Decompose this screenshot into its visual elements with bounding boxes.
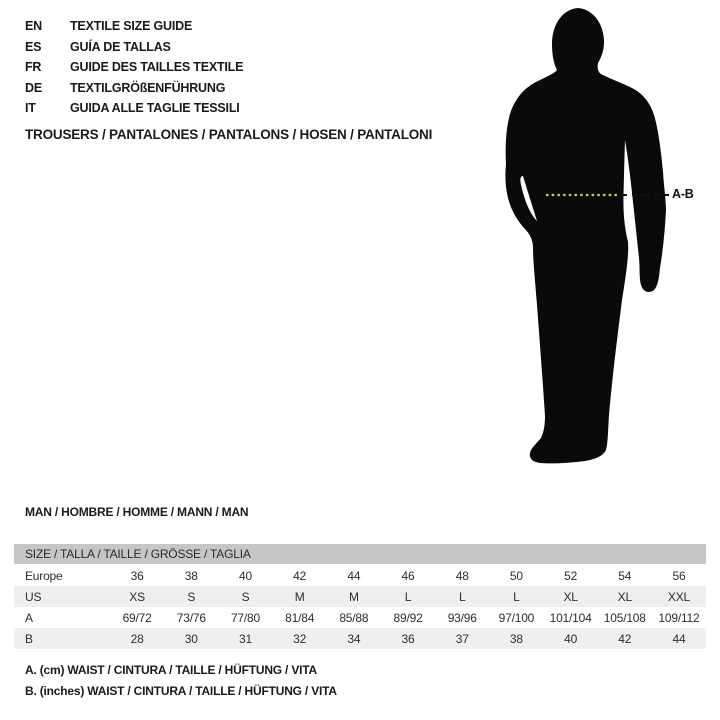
language-title: TEXTILGRÖßENFÜHRUNG (70, 80, 226, 95)
table-cell: 32 (293, 631, 307, 646)
table-cell: L (458, 589, 466, 604)
language-row (25, 78, 243, 99)
table-cell: 40 (238, 568, 252, 583)
table-cell: 36 (401, 631, 415, 646)
language-title: GUÍA DE TALLAS (70, 39, 171, 54)
table-cell: L (404, 589, 412, 604)
table-cell: 50 (509, 568, 523, 583)
table-cell: 73/76 (176, 610, 206, 625)
table-cell: 105/108 (603, 610, 646, 625)
table-cell: S (241, 589, 250, 604)
language-title: GUIDA ALLE TAGLIE TESSILI (70, 101, 240, 116)
language-title: GUIDE DES TAILLES TEXTILE (70, 60, 244, 75)
table-cell: 38 (509, 631, 523, 646)
table-cell: 38 (184, 568, 198, 583)
table-cell: S (187, 589, 196, 604)
size-table-header: SIZE / TALLA / TAILLE / GRÖSSE / TAGLIA (14, 544, 706, 564)
table-cell: 48 (455, 568, 469, 583)
table-cell: 85/88 (339, 610, 369, 625)
language-code: EN (25, 19, 42, 34)
table-cell: 28 (130, 631, 144, 646)
table-cell: XL (563, 589, 578, 604)
product-title: TROUSERS / PANTALONES / PANTALONS / HOSEN / PANTALONI (25, 127, 433, 142)
table-row (14, 628, 706, 649)
table-row (14, 607, 706, 628)
table-cell: L (513, 589, 520, 604)
row-label: US (25, 589, 42, 604)
table-cell: 54 (618, 568, 632, 583)
table-cell: 56 (672, 568, 686, 583)
table-cell: 81/84 (285, 610, 315, 625)
language-row (25, 37, 243, 58)
man-figure (460, 0, 720, 500)
table-cell: 44 (347, 568, 361, 583)
footnote-line: A. (cm) WAIST / CINTURA / TAILLE / HÜFTUNG / VITA (25, 663, 317, 677)
table-cell: 31 (238, 631, 252, 646)
table-cell: 44 (672, 631, 686, 646)
table-cell: 69/72 (122, 610, 152, 625)
language-code: FR (25, 60, 42, 75)
table-cell: 34 (347, 631, 361, 646)
man-silhouette-svg (460, 0, 720, 500)
table-cell: 93/96 (447, 610, 477, 625)
language-row (25, 98, 243, 119)
language-row (25, 57, 243, 78)
table-cell: 89/92 (393, 610, 423, 625)
table-cell: M (294, 589, 305, 604)
table-cell: 46 (401, 568, 415, 583)
language-code: DE (25, 80, 42, 95)
language-code: ES (25, 39, 42, 54)
table-cell: XXL (667, 589, 691, 604)
table-cell: 101/104 (549, 610, 592, 625)
table-cell: 30 (184, 631, 198, 646)
table-cell: 42 (618, 631, 632, 646)
table-row (14, 586, 706, 607)
size-table (14, 544, 706, 649)
language-title: TEXTILE SIZE GUIDE (70, 19, 193, 34)
section-title: MAN / HOMBRE / HOMME / MANN / MAN (25, 505, 249, 519)
man-silhouette (505, 8, 666, 463)
table-cell: 52 (564, 568, 578, 583)
language-row (25, 16, 243, 37)
table-cell: XL (617, 589, 632, 604)
table-cell: 77/80 (230, 610, 260, 625)
language-code: IT (25, 101, 36, 116)
table-cell: M (348, 589, 359, 604)
table-row (14, 565, 706, 586)
table-cell: 42 (293, 568, 307, 583)
table-cell: XS (129, 589, 145, 604)
table-cell: 40 (564, 631, 578, 646)
language-list (25, 16, 243, 119)
table-cell: 36 (130, 568, 144, 583)
table-cell: 109/112 (658, 610, 700, 625)
table-cell: 37 (455, 631, 469, 646)
row-label: A (25, 610, 33, 625)
table-cell: 97/100 (498, 610, 535, 625)
measure-label: A-B (672, 187, 694, 201)
footnotes (25, 660, 337, 701)
row-label: Europe (25, 568, 63, 583)
size-table-body (14, 565, 706, 649)
row-label: B (25, 631, 33, 646)
footnote-line: B. (inches) WAIST / CINTURA / TAILLE / HÜFTUNG / VITA (25, 683, 337, 698)
